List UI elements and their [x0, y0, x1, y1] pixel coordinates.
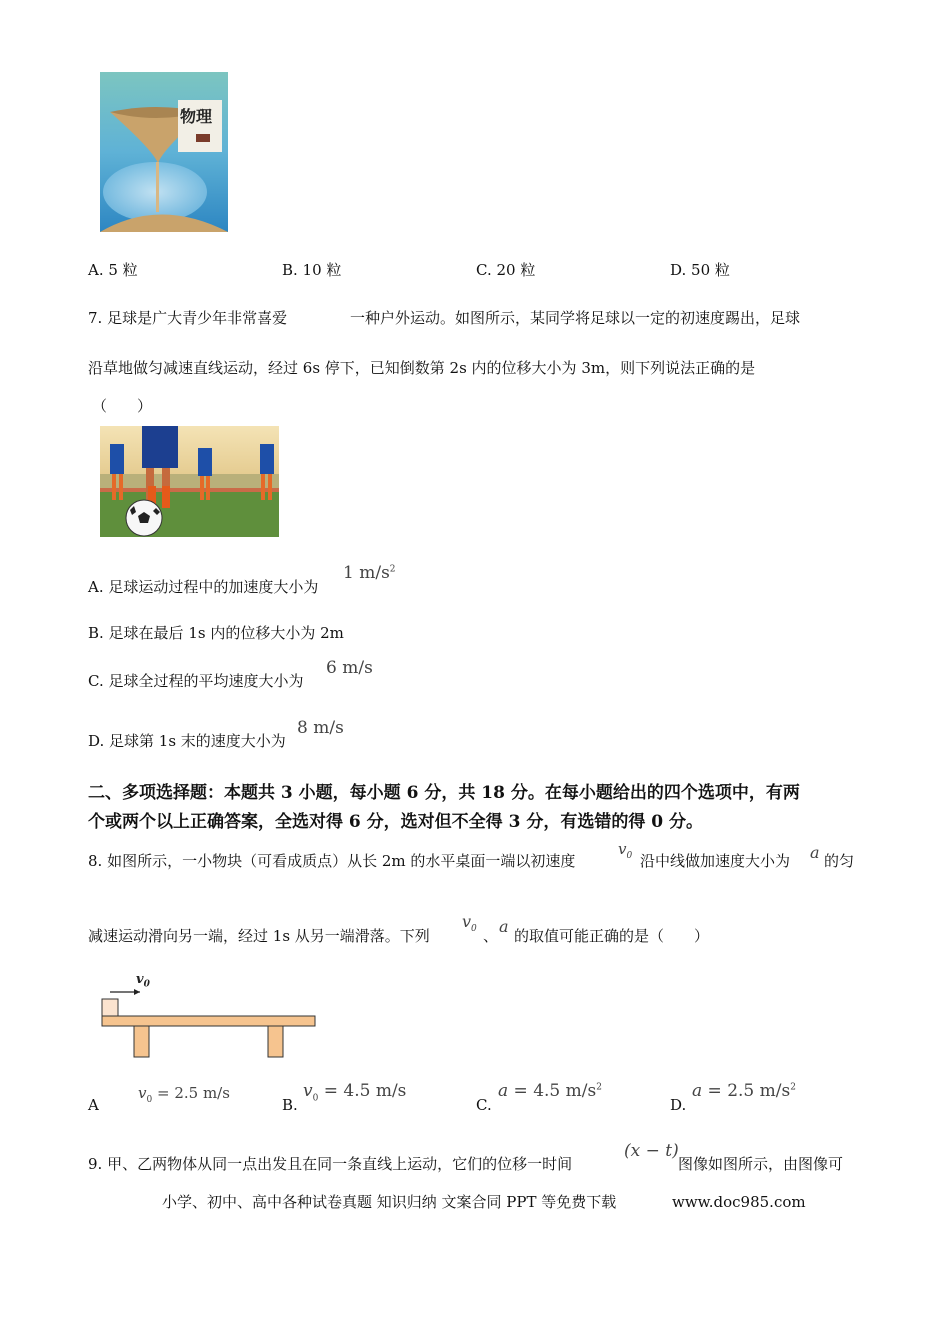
footer-url[interactable]: www.doc985.com — [672, 1193, 806, 1211]
q6-option-c: C. 20 粒 — [476, 261, 536, 279]
q7-stem-line3: （ ） — [92, 397, 153, 415]
q7-option-a-math: 1 $m/s^2$ — [343, 563, 396, 583]
footer-text: 小学、初中、高中各种试卷真题 知识归纳 文案合同 PPT 等免费下载 — [162, 1193, 617, 1211]
q8-option-b-expr: $v_0 = 4.5$ m/s — [303, 1081, 407, 1104]
q7-stem-line1b: 一种户外运动。如图所示，某同学将足球以一定的初速度踢出，足球 — [350, 309, 801, 327]
q8-a-symbol: a — [810, 843, 820, 862]
soccer-photo — [100, 426, 279, 537]
q9-stem-line1b: 图像如图所示，由图像可 — [678, 1155, 844, 1173]
q8-stem-line2a: 减速运动滑向另一端，经过 1s 从另一端滑落。下列 — [88, 927, 430, 945]
q7-option-d-math: 8 m/s — [297, 718, 344, 738]
q8-stem-line1c: 的匀 — [824, 852, 855, 870]
q8-option-c-label: C. — [476, 1096, 492, 1114]
q8-stem-line1b: 沿中线做加速度大小为 — [640, 852, 791, 870]
q8-table-diagram — [100, 970, 320, 1065]
q8-stem-line2b: 、 — [483, 927, 499, 945]
q9-xt-math: (x − t) — [624, 1141, 679, 1161]
section2-heading-line1: 二、多项选择题：本题共 3 小题，每小题 6 分，共 18 分。在每小题给出的四个选项中，有两 — [88, 783, 800, 803]
q8-option-b-label: B. — [282, 1096, 298, 1114]
physics-book-cover-image — [100, 72, 228, 232]
q7-stem-line2: 沿草地做匀减速直线运动，经过 6s 停下，已知倒数第 2s 内的位移大小为 3m，则下列说法正确的是 — [88, 359, 756, 377]
q7-option-d: D. 足球第 1s 末的速度大小为 — [88, 732, 286, 750]
q7-option-b: B. 足球在最后 1s 内的位移大小为 2m — [88, 624, 344, 642]
q8-v0-symbol: $v_0$ — [618, 840, 633, 861]
q6-option-b: B. 10 粒 — [282, 261, 342, 279]
q7-option-a: A. 足球运动过程中的加速度大小为 — [88, 578, 319, 596]
q8-option-d-label: D. — [670, 1096, 687, 1114]
book-title: 物理 — [180, 107, 213, 126]
q8-option-a-expr: $v_0 = 2.5$ m/s — [138, 1084, 230, 1105]
q8-option-d-expr: a = 2.5 $m/s^2$ — [692, 1081, 796, 1101]
q8-stem-line1a: 8. 如图所示，一小物块（可看成质点）从长 2m 的水平桌面一端以初速度 — [88, 852, 576, 870]
q6-option-d: D. 50 粒 — [670, 261, 730, 279]
q7-option-c: C. 足球全过程的平均速度大小为 — [88, 672, 304, 690]
q9-stem-line1a: 9. 甲、乙两物体从同一点出发且在同一条直线上运动，它们的位移一时间 — [88, 1155, 573, 1173]
q8-option-a-label: A — [88, 1096, 99, 1114]
q8-a-symbol-2: a — [499, 917, 509, 936]
section2-heading-line2: 个或两个以上正确答案，全选对得 6 分，选对但不全得 3 分，有选错的得 0 分。 — [88, 812, 703, 832]
q8-stem-line2c: 的取值可能正确的是（ ） — [514, 927, 710, 945]
q6-option-a: A. 5 粒 — [88, 261, 138, 279]
q8-v0-symbol-2: $v_0$ — [462, 912, 477, 935]
q8-diagram-v0-label: $v_0$ — [136, 972, 150, 990]
q7-stem-line1: 7. 足球是广大青少年非常喜爱 — [88, 309, 288, 327]
q7-option-c-math: 6 m/s — [326, 658, 373, 678]
q8-option-c-expr: a = 4.5 $m/s^2$ — [498, 1081, 602, 1101]
